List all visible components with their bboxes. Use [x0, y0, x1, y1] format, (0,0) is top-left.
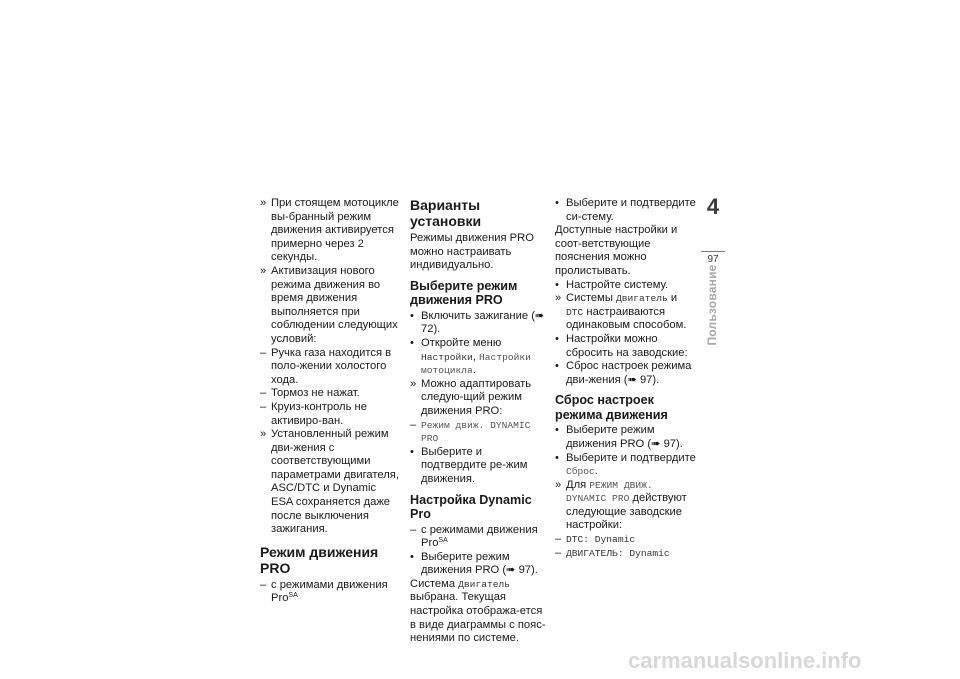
menu-name: Сброс: [566, 466, 595, 478]
item-text: и: [667, 292, 678, 305]
list-marker: •: [410, 550, 414, 563]
list-item: [410, 524, 550, 551]
list-item: [260, 387, 400, 401]
list-item: [260, 428, 400, 537]
menu-name: ДВИГАТЕЛЬ: Dynamic: [566, 547, 670, 559]
item-text: Настройки можно сбросить на заводские:: [566, 332, 688, 359]
item-text: Для: [566, 478, 590, 491]
list-item: [410, 551, 550, 578]
item-text: Выберите и подтвердите ре-жим движения.: [421, 445, 528, 485]
list-item: [410, 310, 550, 337]
paragraph: Режимы движения PRO можно настраивать индивидуально.: [410, 232, 534, 272]
list-marker: •: [555, 197, 559, 209]
menu-name: Двигатель: [458, 578, 510, 590]
item-text: Сброс настроек режима дви-жения (➠ 97).: [566, 360, 692, 386]
list-marker: »: [555, 478, 562, 491]
chapter-title: Пользование: [705, 264, 719, 346]
item-text: Откройте меню: [421, 336, 502, 349]
sa-superscript: SA: [288, 592, 298, 600]
list-item: [410, 446, 550, 487]
item-text: Можно адаптировать следую-щий режим движения PRO:: [421, 377, 532, 417]
column-1: [260, 197, 400, 606]
list-item: [260, 401, 400, 428]
item-text: Включить зажигание (➠ 72).: [421, 309, 545, 336]
sa-superscript: SA: [438, 537, 448, 545]
list-item: [260, 579, 400, 606]
list-item: [410, 419, 550, 446]
section-heading: Варианты установки: [410, 197, 482, 229]
list-item: [555, 292, 697, 333]
list-marker: –: [260, 578, 267, 591]
item-text: Выберите режим движения PRO (➠ 97).: [421, 550, 538, 577]
paragraph-text: выбрана. Текущая настройка отобража-ется в виде диаграммы с пояс-нениями по системе.: [410, 591, 546, 645]
paragraph: [410, 578, 550, 646]
list-item: [260, 347, 400, 388]
item-text: ,: [472, 350, 480, 363]
item-text: Выберите и подтвердите: [566, 451, 696, 464]
list-marker: »: [260, 428, 267, 441]
list-marker: –: [410, 523, 417, 536]
list-marker: •: [410, 445, 414, 458]
item-text: Ручка газа находится в поло-жении холостого хода.: [271, 346, 392, 386]
list-marker: •: [555, 424, 559, 437]
list-marker: –: [260, 387, 267, 400]
list-marker: •: [555, 360, 559, 373]
list-item: [555, 279, 697, 293]
divider: [701, 251, 725, 252]
item-text: Тормоз не нажат.: [271, 387, 360, 400]
chapter-number: 4: [706, 194, 720, 219]
subsection-heading: Выберите режим движения PRO: [410, 278, 518, 308]
column-3: [555, 197, 697, 560]
list-item: [410, 378, 550, 419]
list-marker: »: [260, 264, 267, 277]
menu-name: Настройки: [421, 351, 473, 363]
paragraph: Доступные настройки и соот-ветствующие пояснения можно пролистывать.: [555, 224, 678, 277]
subsection-heading: Сброс настроек режима движения: [555, 393, 668, 422]
list-marker: –: [410, 418, 417, 431]
menu-name: DTC: [566, 306, 584, 318]
list-item: [410, 337, 550, 378]
list-item: [555, 360, 697, 387]
list-marker: »: [410, 377, 417, 390]
list-item: [555, 333, 697, 360]
list-marker: •: [555, 278, 559, 291]
list-marker: –: [555, 546, 562, 559]
item-text: Выберите режим движения PRO (➠ 97).: [566, 424, 683, 450]
menu-name: РЕЖИМ ДВИЖ. DYNAMIC PRO: [566, 479, 653, 505]
item-text: Настройте систему.: [566, 278, 669, 291]
list-item: [260, 197, 400, 265]
menu-name: Режим движ. DYNAMIC PRO: [421, 419, 531, 445]
item-text: Круиз-контроль не активиро-ван.: [271, 400, 367, 427]
list-item: [555, 533, 697, 547]
item-text: .: [594, 465, 598, 478]
section-heading: Режим движения PRO: [260, 543, 379, 576]
list-item: [555, 197, 697, 224]
list-item: [555, 424, 697, 451]
list-marker: –: [260, 346, 267, 359]
list-item: [555, 547, 697, 561]
column-2: [410, 197, 550, 646]
list-marker: »: [555, 292, 562, 305]
item-text: с режимами движения Pro: [271, 578, 388, 605]
item-text: Системы: [566, 292, 616, 305]
list-marker: •: [555, 332, 559, 345]
paragraph-text: Система: [410, 577, 459, 590]
menu-name: Настройки мотоцикла: [421, 351, 531, 377]
item-text: настраиваются одинаковым способом.: [566, 305, 687, 332]
subsection-heading: Настройка Dynamic Pro: [410, 492, 532, 521]
list-item: [555, 452, 697, 479]
list-marker: •: [410, 309, 414, 322]
item-text: Активизация нового режима движения во время движения выполняется при соблюдении следующих условий:: [271, 264, 398, 345]
item-text: При стоящем мотоцикле вы-бранный режим движения активируется примерно через 2 секунды.: [271, 197, 399, 264]
item-text: действуют следующие заводские настройки:: [566, 492, 687, 532]
watermark: carmanualsonline.info: [628, 648, 862, 673]
list-item: [555, 479, 697, 533]
list-marker: –: [260, 400, 267, 413]
list-marker: •: [410, 336, 414, 349]
item-text: Выберите и подтвердите си-стему.: [566, 197, 696, 223]
list-marker: –: [555, 533, 562, 546]
item-text: Установленный режим дви-жения с соответствующими параметрами двигателя, ASC/DTC и Dynamic ESA сохраняется даже после выключения зажигания.: [271, 428, 399, 536]
list-item: [260, 265, 400, 347]
item-text: с режимами движения Pro: [421, 523, 538, 550]
menu-name: DTC: Dynamic: [566, 534, 636, 546]
page-number: 97: [707, 254, 719, 265]
menu-name: Двигатель: [615, 293, 668, 305]
item-text: .: [472, 364, 476, 377]
list-marker: »: [260, 197, 267, 209]
list-marker: •: [555, 451, 559, 464]
